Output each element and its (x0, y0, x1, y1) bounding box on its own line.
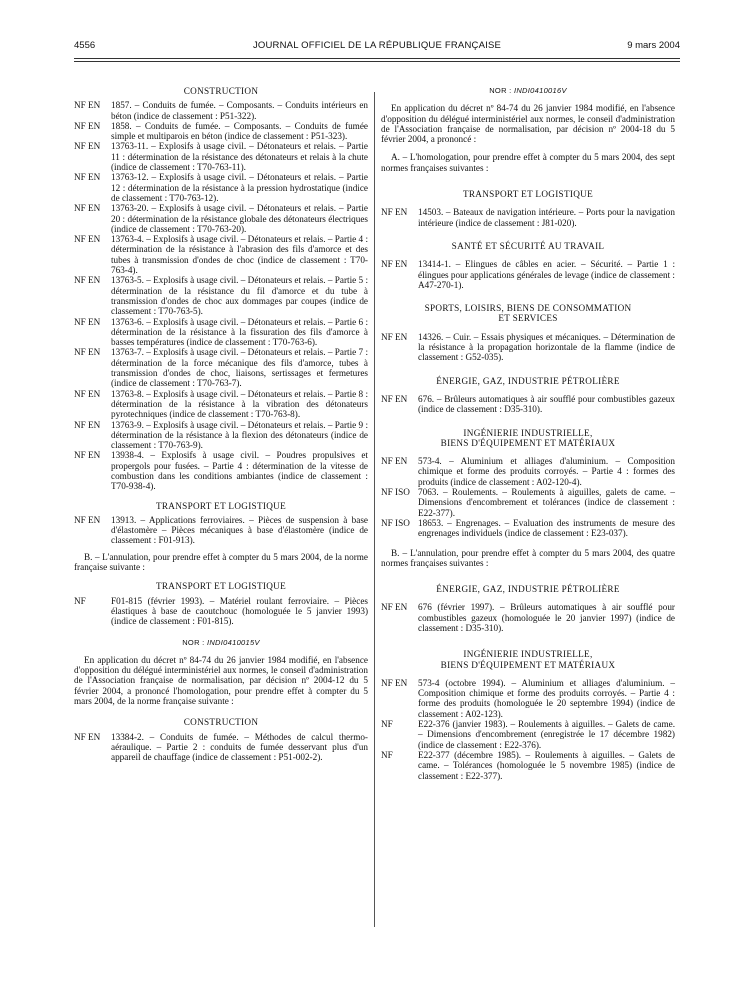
section-heading: CONSTRUCTION (183, 717, 259, 728)
standard-entry (381, 678, 675, 719)
standards-list (74, 100, 368, 491)
standard-description: 14326. – Cuir. – Essais physiques et mécaniques. – Détermination de la résistance à la propagation horizontale de la flamme (indice de classement : G52-035). (418, 331, 675, 363)
standards-list (74, 515, 368, 546)
section-heading: TRANSPORT ET LOGISTIQUE (462, 189, 594, 200)
standard-entry (74, 172, 368, 203)
standard-prefix: NF EN (74, 100, 101, 111)
standard-prefix: NF (381, 719, 393, 730)
decree-paragraph: En application du décret nº 84-74 du 26 janvier 1984 modifié, en l'absence d'opposition du délégué interministériel aux normes, le conseil d'administration de l'Association française de normalisation, par décision nº 2004-12 du 5 février 2004, a prononcé l'homologation, pour prendre effet à compter du 5 mars 2004, de la norme française suivante : (74, 654, 368, 707)
standard-prefix: NF EN (74, 514, 101, 525)
header-rule-bottom (74, 61, 680, 62)
standard-prefix: NF (381, 749, 393, 760)
standard-entry (381, 487, 675, 518)
standard-entry (74, 234, 368, 275)
standard-description: 18653. – Engrenages. – Evaluation des instruments de mesure des engrenages individuels (indice de classement : E23-037). (418, 517, 675, 539)
standard-prefix: NF EN (381, 207, 408, 218)
homologation-paragraph: A. – L'homologation, pour prendre effet à compter du 5 mars 2004, des sept normes françaises suivantes : (381, 152, 675, 173)
standards-list (381, 678, 675, 781)
standard-description: 13763-12. – Explosifs à usage civil. – Détonateurs et relais. – Partie 12 : détermination de la résistance à la pression hydrostatique (indice de classement : T70-763-12). (111, 172, 368, 203)
standard-description: 7063. – Roulements. – Roulements à aiguilles, galets de came. – Dimensions d'encombrement et tolérances (indice de classement : E22-377). (418, 487, 675, 518)
standard-description: 13763-7. – Explosifs à usage civil. – Détonateurs et relais. – Partie 7 : détermination de la force mécanique des fils d'amorce, tubes à transmission d'ondes de choc, liaisons, sertissages et fermetures (indice de classement : T70-763-7). (111, 347, 368, 389)
nor-code: INDI0410015V (206, 637, 260, 647)
standard-entry (381, 719, 675, 750)
left-column (74, 86, 368, 763)
standard-description: 13763-11. – Explosifs à usage civil. – Détonateurs et relais. – Partie 11 : détermination de la résistance des détonateurs et relais à la chute (indice de classement : T70-763-11). (111, 141, 368, 173)
page-header (74, 40, 680, 54)
standard-description: 13763-9. – Explosifs à usage civil. – Détonateurs et relais. – Partie 9 : détermination de la résistance à la flexion des détonateurs (indice de classement : T70-763-9). (111, 419, 368, 451)
standards-list (381, 332, 675, 363)
nor-label: NOR : (182, 637, 205, 647)
standard-prefix: NF EN (381, 259, 408, 270)
section-heading: TRANSPORT ET LOGISTIQUE (155, 581, 287, 592)
nor-code: INDI0410016V (513, 86, 567, 95)
section-heading-line2: BIENS D'ÉQUIPEMENT ET MATÉRIAUX (440, 437, 616, 448)
standard-entry (74, 450, 368, 491)
standard-prefix: NF EN (74, 172, 101, 183)
section-heading: SPORTS, LOISIRS, BIENS DE CONSOMMATION (424, 303, 632, 314)
standard-description: 14503. – Bateaux de navigation intérieure. – Ports pour la navigation intérieure (indice de classement : J81-020). (418, 207, 675, 228)
standard-description: 1857. – Conduits de fumée. – Composants. – Conduits intérieurs en béton (indice de classement : P51-322). (111, 100, 368, 121)
standard-prefix: NF EN (74, 203, 101, 214)
standard-description: 13414-1. – Elingues de câbles en acier. – Sécurité. – Partie 1 : élingues pour applications générales de levage (indice de classement : A47-270-1). (418, 259, 675, 290)
decree-paragraph: En application du décret nº 84-74 du 26 janvier 1984 modifié, en l'absence d'opposition du délégué interministériel aux normes, le conseil d'administration de l'Association française de normalisation, par décision nº 2004-18 du 5 février 2004, a prononcé : (381, 103, 675, 145)
standard-entry (74, 275, 368, 316)
page-number: 4556 (74, 40, 96, 51)
standard-description: 13938-4. – Explosifs à usage civil. – Poudres propulsives et propergols pour fusées. – Partie 4 : détermination de la vitesse de combustion dans les conditions ambiantes (indice de classement : T70-938-4). (111, 450, 368, 492)
nor-reference (381, 86, 675, 96)
standards-list (381, 456, 675, 538)
standard-entry (381, 602, 675, 633)
standard-entry (74, 203, 368, 234)
standard-entry (74, 596, 368, 627)
standard-prefix: NF EN (74, 316, 101, 327)
standard-entry (74, 121, 368, 142)
standard-prefix: NF EN (74, 347, 101, 358)
standard-prefix: NF EN (381, 602, 408, 613)
section-heading: SANTÉ ET SÉCURITÉ AU TRAVAIL (451, 240, 605, 251)
standard-entry (74, 389, 368, 420)
section-heading: ÉNERGIE, GAZ, INDUSTRIE PÉTROLIÈRE (436, 375, 620, 386)
standard-description: E22-377 (décembre 1985). – Roulements à aiguilles. – Galets de came. – Tolérances (homologuée le 5 novembre 1985) (indice de classement : E22-377). (418, 749, 675, 781)
standard-description: 13384-2. – Conduits de fumée. – Méthodes de calcul thermo-aéraulique. – Partie 2 : conduits de fumée desservant plus d'un appareil de chauffage (indice de classement : P51-002-2). (111, 731, 368, 763)
standard-entry (74, 515, 368, 546)
standard-description: 13763-5. – Explosifs à usage civil. – Détonateurs et relais. – Partie 5 : détermination de la résistance du fil d'amorce et du tube à transmission d'ondes de choc aux dommages par coupes (indice de classement : T70-763-5). (111, 275, 368, 317)
standard-prefix: NF EN (381, 331, 408, 342)
standard-entry (74, 420, 368, 451)
standard-prefix: NF EN (74, 388, 101, 399)
standard-description: 573-4 (octobre 1994). – Aluminium et alliages d'aluminium. – Composition chimique et forme des produits corroyés. – Partie 4 : forme des produits (homologuée le 20 septembre 1994) (indice de classement : A02-123). (418, 677, 675, 719)
standard-entry (381, 518, 675, 539)
standard-prefix: NF EN (74, 120, 101, 131)
standards-list (74, 596, 368, 627)
section-heading: INGÉNIERIE INDUSTRIELLE, (463, 427, 593, 438)
standard-entry (381, 259, 675, 290)
right-column (381, 86, 675, 781)
standard-description: 573-4. – Aluminium et alliages d'aluminium. – Composition chimique et forme des produits corroyés. – Partie 4 : formes des produits (indice de classement : A02-120-4). (418, 456, 675, 487)
standard-entry (381, 332, 675, 363)
standard-prefix: NF EN (74, 234, 101, 245)
header-rule-top (74, 58, 680, 59)
standard-entry (74, 100, 368, 121)
standards-list (381, 207, 675, 228)
standard-entry (381, 207, 675, 228)
standard-description: 13763-8. – Explosifs à usage civil. – Détonateurs et relais. – Partie 8 : détermination de la résistance à la vibration des détonateurs pyrotechniques (indice de classement : T70-763-8). (111, 388, 368, 420)
standard-entry (74, 347, 368, 388)
standard-description: 676. – Brûleurs automatiques à air soufflé pour combustibles gazeux (indice de classement : D35-310). (418, 393, 675, 415)
standards-list (381, 602, 675, 633)
standard-entry (74, 732, 368, 763)
section-heading: TRANSPORT ET LOGISTIQUE (155, 500, 287, 511)
nor-label: NOR : (489, 86, 512, 95)
standard-prefix: NF ISO (381, 487, 410, 498)
standard-prefix: NF EN (74, 141, 101, 152)
nor-reference (74, 638, 368, 648)
section-heading: INGÉNIERIE INDUSTRIELLE, (463, 649, 593, 660)
standard-prefix: NF EN (74, 275, 101, 286)
standard-entry (381, 750, 675, 781)
standards-list (74, 732, 368, 763)
standard-description: 13763-6. – Explosifs à usage civil. – Détonateurs et relais. – Partie 6 : détermination de la résistance à la fissuration des fils d'amorce à basses températures (indice de classement : T70-763-6). (111, 316, 368, 348)
journal-title: JOURNAL OFFICIEL DE LA RÉPUBLIQUE FRANÇAISE (252, 40, 502, 51)
standard-prefix: NF EN (74, 419, 101, 430)
standard-description: E22-376 (janvier 1983). – Roulements à aiguilles. – Galets de came. – Dimensions d'encombrement (enregistrée le 17 décembre 1982) (indice de classement : E22-376). (418, 719, 675, 750)
section-heading-line2: BIENS D'ÉQUIPEMENT ET MATÉRIAUX (440, 659, 616, 670)
standard-prefix: NF ISO (381, 517, 410, 528)
section-heading: ÉNERGIE, GAZ, INDUSTRIE PÉTROLIÈRE (436, 584, 620, 595)
standard-description: 1858. – Conduits de fumée. – Composants. – Conduits de fumée simple et multiparois en béton (indice de classement : P51-323). (111, 120, 368, 142)
standard-entry (381, 394, 675, 415)
section-heading-line2: ET SERVICES (498, 313, 558, 324)
standard-prefix: NF EN (381, 393, 408, 404)
annulation-paragraph: B. – L'annulation, pour prendre effet à compter du 5 mars 2004, de la norme française suivante : (74, 551, 368, 573)
issue-date: 9 mars 2004 (627, 40, 680, 51)
standard-description: 13763-4. – Explosifs à usage civil. – Détonateurs et relais. – Partie 4 : détermination de la résistance à l'abrasion des fils d'amorce et des tubes à transmission d'ondes de choc (indice de classement : T70-763-4). (111, 234, 368, 276)
standard-description: 13763-20. – Explosifs à usage civil. – Détonateurs et relais. – Partie 20 : détermination de la résistance globale des détonateurs électriques (indice de classement : T70-763-20). (111, 203, 368, 234)
annulation-paragraph: B. – L'annulation, pour prendre effet à compter du 5 mars 2004, des quatre normes françaises suivantes : (381, 547, 675, 568)
section-heading: CONSTRUCTION (183, 86, 259, 96)
standard-description: 13913. – Applications ferroviaires. – Pièces de suspension à base d'élastomère – Pièces mécaniques à base d'élastomère (indice de classement : F01-913). (111, 514, 368, 546)
standard-prefix: NF EN (74, 731, 101, 742)
standards-list (381, 394, 675, 415)
standard-description: 676 (février 1997). – Brûleurs automatiques à air soufflé pour combustibles gazeux (homologuée le 20 janvier 1997) (indice de classement : D35-310). (418, 602, 675, 633)
column-divider (374, 92, 375, 927)
standard-prefix: NF EN (381, 456, 408, 467)
standard-entry (381, 456, 675, 487)
standard-entry (74, 141, 368, 172)
standard-entry (74, 317, 368, 348)
standard-prefix: NF EN (381, 677, 408, 688)
standard-prefix: NF EN (74, 450, 101, 461)
standards-list (381, 259, 675, 290)
standard-description: F01-815 (février 1993). – Matériel roulant ferroviaire. – Pièces élastiques à base de caoutchouc (homologuée le 5 janvier 1993) (indice de classement : F01-815). (111, 595, 368, 627)
standard-prefix: NF (74, 595, 86, 606)
